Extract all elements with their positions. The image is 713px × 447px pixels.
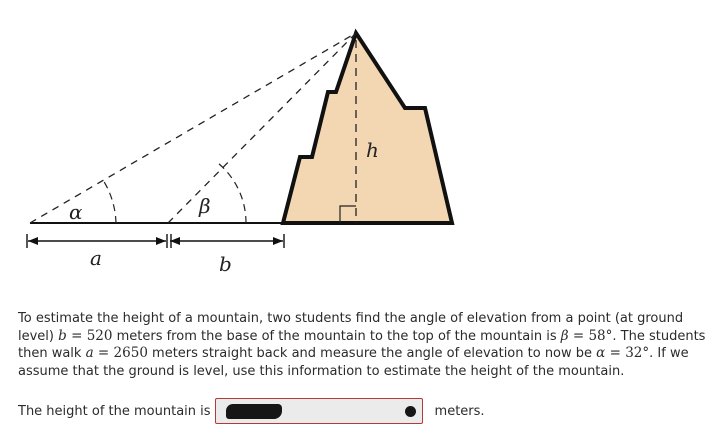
math-number: 58° bbox=[588, 327, 613, 344]
dimension-arrowhead bbox=[28, 237, 38, 245]
problem-text: . The students then walk bbox=[18, 328, 706, 361]
redacted-answer-mark bbox=[226, 404, 282, 419]
problem-text: . If we assume that the ground is level, use this information to estimate the height of the mountain. bbox=[18, 346, 689, 379]
math-expression bbox=[86, 345, 148, 361]
label-beta: β bbox=[199, 194, 211, 218]
math-variable: α bbox=[596, 345, 606, 361]
label-alpha: α bbox=[69, 200, 83, 224]
angle-arc-alpha bbox=[103, 180, 116, 223]
input-status-icon bbox=[405, 406, 416, 417]
math-number: 520 bbox=[86, 327, 113, 344]
label-h: h bbox=[366, 138, 379, 162]
answer-row bbox=[18, 397, 485, 425]
answer-prefix-label: The height of the mountain is bbox=[18, 403, 211, 419]
problem-statement bbox=[18, 310, 708, 380]
math-variable: β bbox=[560, 327, 569, 344]
math-variable: b bbox=[58, 327, 67, 344]
problem-text: meters from the base of the mountain to the top of the mountain is bbox=[112, 328, 561, 344]
dimension-arrowhead bbox=[156, 237, 166, 245]
math-number: 32° bbox=[625, 345, 650, 361]
math-number: 2650 bbox=[113, 345, 148, 361]
dimension-arrowhead bbox=[273, 237, 283, 245]
label-a: a bbox=[90, 246, 102, 270]
label-b: b bbox=[219, 252, 232, 276]
answer-unit-label: meters. bbox=[434, 403, 485, 419]
math-relation: = bbox=[93, 345, 114, 361]
math-relation: = bbox=[66, 327, 87, 344]
math-expression bbox=[561, 328, 613, 344]
problem-text: meters straight back and measure the angle of elevation to now be bbox=[147, 346, 597, 361]
height-answer-input[interactable] bbox=[215, 398, 423, 424]
problem-text: To estimate the height of a mountain, two students find the angle of elevation from a point (at ground level) bbox=[18, 311, 684, 344]
math-expression bbox=[58, 328, 112, 344]
math-variable: a bbox=[85, 345, 94, 361]
math-relation: = bbox=[568, 327, 589, 344]
math-expression bbox=[596, 345, 649, 361]
math-relation: = bbox=[605, 345, 626, 361]
mountain-shape bbox=[283, 33, 452, 223]
angle-arc-beta bbox=[218, 163, 246, 223]
